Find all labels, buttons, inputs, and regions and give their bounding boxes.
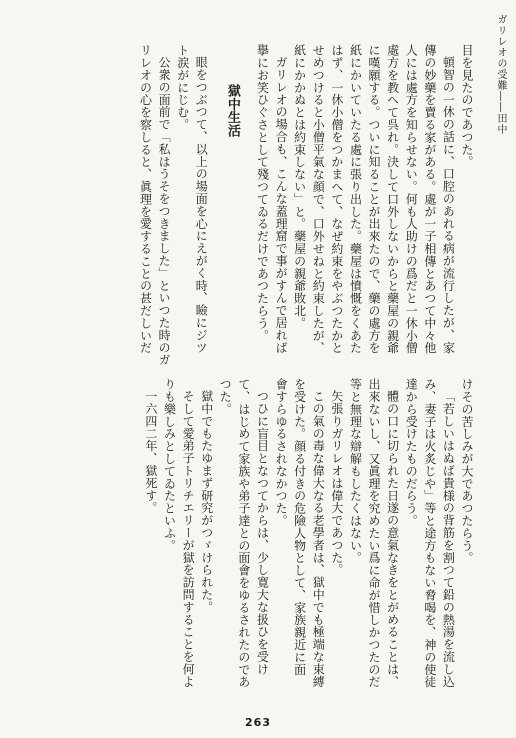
text-line: 人には處方を知らせない。何も人助けの爲だと一休小僧 <box>404 44 419 354</box>
page-number: 263 <box>245 716 271 729</box>
text-line: そして愛弟子トリチエリーが獄を訪問することを何よ <box>181 390 196 688</box>
lower-text-block <box>64 378 476 698</box>
text-line: この氣の毒な偉大なる老學者は、獄中でも極端な束縛 <box>311 390 326 688</box>
text-line: を受けた。顔る付きの危險人物として、家族親近に面 <box>292 378 307 676</box>
text-line: み、妻子は火炙じや」等と途方もない脅喝を、神の使徒 <box>422 378 437 688</box>
text-line: 一六四二年、獄死す。 <box>143 390 158 514</box>
text-line: りも樂しみとしてゐたといふ。 <box>162 378 177 552</box>
text-line: けその苦しみが大であつたらう。 <box>460 378 474 564</box>
text-line: つひに盲目となつてからは、少し寛大な扱ひを受け <box>255 390 270 676</box>
text-line: 擧にお笑ひぐさとして殘つてゐるだけであつたらう。 <box>255 44 270 342</box>
text-line: 體の口に切られた日遂の意氣なきをとがめることは、 <box>385 390 400 688</box>
text-line: 公衆の面前で「私はうそをつきました」といつた時のガ <box>157 56 172 366</box>
text-line: 目を見たのであつた。 <box>460 44 474 168</box>
text-line: 達から受けたものだらう。 <box>404 378 419 527</box>
text-line: リレオの心を察しると、眞理を愛することの甚だしいだ <box>138 44 153 354</box>
text-line: 紙にかかぬとは約束しない」と。藥屋の親爺敗北。 <box>292 44 307 330</box>
text-line: 獄中でもたゆまず研究がつゞけられた。 <box>199 390 214 614</box>
running-head: ガリレオの受難――田中 <box>495 14 506 135</box>
text-line: に嘆願する。ついに知ることが出來たので、藥の處方を <box>367 44 382 354</box>
section-heading: 獄中生活 <box>224 84 240 138</box>
text-line: 「若しいはぬば貴様の背筋を割つて鉛の熱湯を流し込 <box>441 390 456 688</box>
text-line: 紙にかいていたる處に張り出した。藥屋は憤慨をくあた <box>348 44 363 354</box>
upper-text-block <box>64 44 476 366</box>
text-line: つた。 <box>218 378 233 416</box>
text-line: ト涙がにじむ。 <box>175 44 190 131</box>
text-line: 傳の妙藥を賣る家がある。處が一子相傳とあつて中々他 <box>422 44 437 354</box>
text-line: 會すらゆるされなかつた。 <box>274 378 289 527</box>
text-line: せめつけると小僧平氣な顔で、口外せねと約束したが、 <box>311 44 326 354</box>
text-line: 等と無理な辯解もしたくはない。 <box>348 378 363 564</box>
text-line: 矢張りガリレオは偉大であつた。 <box>329 390 344 576</box>
text-line: はず、一休小僧をつかまへて、なぜ約束をやぶつたかと <box>329 44 344 354</box>
text-line: 出來ないし、又眞理を究めたい爲に命が惜しかつたのだ <box>367 378 382 688</box>
text-line: 眼をつぶつて、以上の場面を心にえがく時、瞼にジツ <box>194 56 209 354</box>
text-line: ガリレオの場合も、こんな蓋理窟で事がすんで居れば <box>274 56 289 354</box>
text-line: 頓智の一休の話に、口腔のあれる病が流行したが、家 <box>441 56 456 354</box>
text-line: て、はじめて家族や弟子達との面會をゆるされたのであ <box>236 378 251 688</box>
text-line: 處方を教へて呉れ。決して口外しないからと藥屋の親爺 <box>385 44 400 354</box>
